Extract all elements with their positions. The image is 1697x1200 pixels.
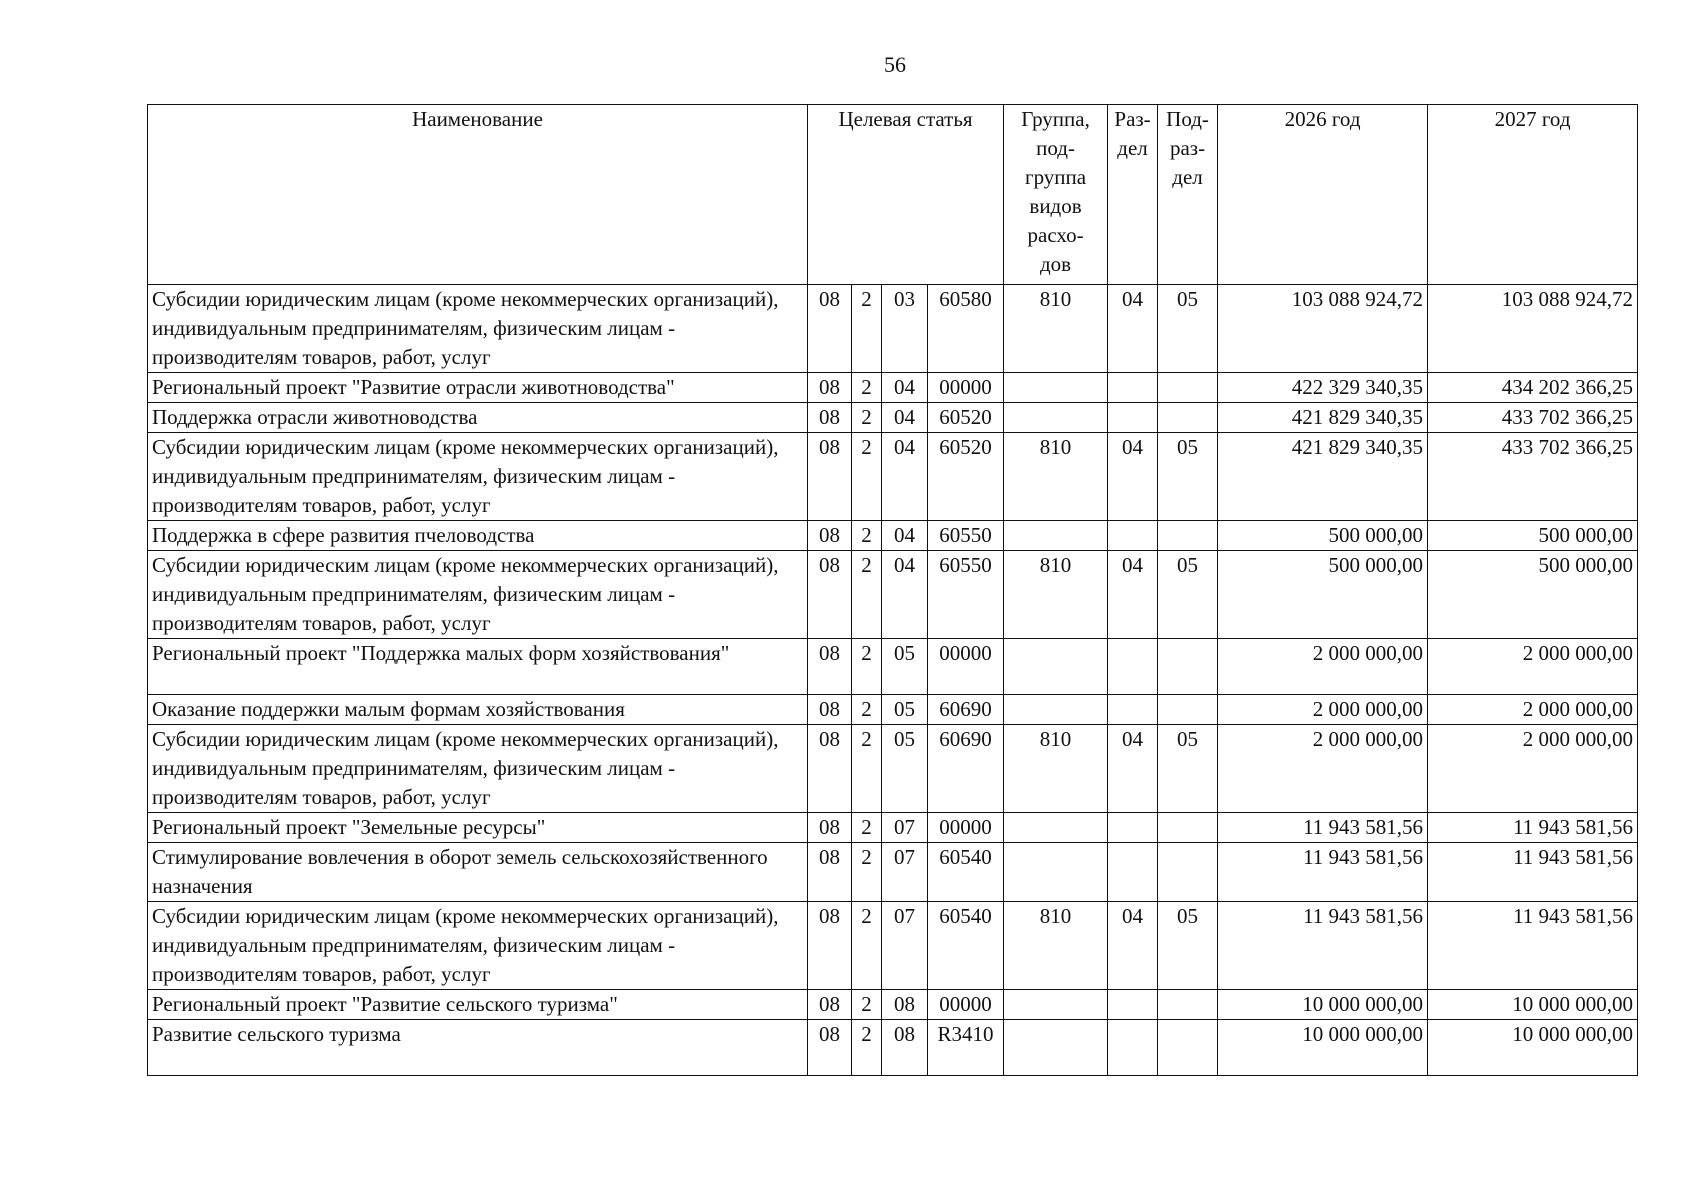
code-main-event: 08 (882, 990, 928, 1020)
section-code (1108, 373, 1158, 403)
header-line: под- (1036, 136, 1075, 160)
code-subprogram: 2 (852, 373, 882, 403)
amount-2026: 10 000 000,00 (1218, 1020, 1428, 1076)
code-program: 08 (808, 403, 852, 433)
group-code (1004, 373, 1108, 403)
row-name: Региональный проект "Поддержка малых форм хозяйствования" (148, 639, 808, 695)
section-code: 04 (1108, 551, 1158, 639)
code-main-event: 04 (882, 551, 928, 639)
amount-2026: 422 329 340,35 (1218, 373, 1428, 403)
table-row (148, 990, 1638, 1020)
table-body (148, 285, 1638, 1076)
amount-2027: 2 000 000,00 (1428, 725, 1638, 813)
section-code (1108, 1020, 1158, 1076)
table-row (148, 551, 1638, 639)
code-direction: 60520 (928, 403, 1004, 433)
code-program: 08 (808, 433, 852, 521)
amount-2027: 10 000 000,00 (1428, 990, 1638, 1020)
code-main-event: 04 (882, 373, 928, 403)
amount-2027: 434 202 366,25 (1428, 373, 1638, 403)
header-line: дел (1117, 136, 1148, 160)
header-line: расхо- (1027, 223, 1084, 247)
subsection-code: 05 (1158, 285, 1218, 373)
table-row (148, 813, 1638, 843)
amount-2026: 11 943 581,56 (1218, 843, 1428, 902)
amount-2027: 10 000 000,00 (1428, 1020, 1638, 1076)
group-code: 810 (1004, 433, 1108, 521)
header-line: видов (1029, 194, 1082, 218)
code-direction: 60690 (928, 725, 1004, 813)
code-subprogram: 2 (852, 433, 882, 521)
code-program: 08 (808, 990, 852, 1020)
subsection-code (1158, 521, 1218, 551)
group-code (1004, 1020, 1108, 1076)
group-code (1004, 521, 1108, 551)
code-direction: R3410 (928, 1020, 1004, 1076)
subsection-code: 05 (1158, 902, 1218, 990)
code-main-event: 04 (882, 433, 928, 521)
code-main-event: 04 (882, 521, 928, 551)
amount-2026: 11 943 581,56 (1218, 902, 1428, 990)
amount-2026: 11 943 581,56 (1218, 813, 1428, 843)
subsection-code: 05 (1158, 725, 1218, 813)
code-subprogram: 2 (852, 551, 882, 639)
code-direction: 60550 (928, 551, 1004, 639)
table-row (148, 1020, 1638, 1076)
amount-2026: 10 000 000,00 (1218, 990, 1428, 1020)
row-name: Поддержка отрасли животноводства (148, 403, 808, 433)
group-code: 810 (1004, 285, 1108, 373)
header-subsection (1158, 105, 1218, 285)
table-row (148, 433, 1638, 521)
code-subprogram: 2 (852, 902, 882, 990)
code-program: 08 (808, 551, 852, 639)
section-code: 04 (1108, 433, 1158, 521)
code-subprogram: 2 (852, 990, 882, 1020)
amount-2027: 103 088 924,72 (1428, 285, 1638, 373)
code-program: 08 (808, 639, 852, 695)
section-code (1108, 695, 1158, 725)
amount-2027: 11 943 581,56 (1428, 813, 1638, 843)
header-year-2026: 2026 год (1218, 105, 1428, 285)
amount-2026: 2 000 000,00 (1218, 725, 1428, 813)
header-line: Группа, (1021, 107, 1090, 131)
row-name: Развитие сельского туризма (148, 1020, 808, 1076)
code-subprogram: 2 (852, 521, 882, 551)
code-direction: 60540 (928, 902, 1004, 990)
code-program: 08 (808, 285, 852, 373)
code-program: 08 (808, 695, 852, 725)
table-row (148, 403, 1638, 433)
table-row (148, 639, 1638, 695)
amount-2026: 500 000,00 (1218, 551, 1428, 639)
table-row (148, 902, 1638, 990)
code-main-event: 05 (882, 639, 928, 695)
header-year-2027: 2027 год (1428, 105, 1638, 285)
row-name: Субсидии юридическим лицам (кроме некоммерческих организаций), индивидуальным предпринимателям, физическим лицам - производителям товаров, работ, услуг (148, 433, 808, 521)
section-code: 04 (1108, 285, 1158, 373)
row-name: Региональный проект "Земельные ресурсы" (148, 813, 808, 843)
subsection-code (1158, 403, 1218, 433)
section-code (1108, 403, 1158, 433)
amount-2027: 433 702 366,25 (1428, 403, 1638, 433)
header-line: дел (1172, 165, 1203, 189)
code-main-event: 07 (882, 902, 928, 990)
header-name: Наименование (148, 105, 808, 285)
code-subprogram: 2 (852, 403, 882, 433)
table-row (148, 725, 1638, 813)
code-program: 08 (808, 1020, 852, 1076)
table-header-row (148, 105, 1638, 285)
header-line: Под- (1166, 107, 1209, 131)
header-line: Раз- (1114, 107, 1151, 131)
section-code (1108, 521, 1158, 551)
section-code: 04 (1108, 902, 1158, 990)
header-line: раз- (1169, 136, 1206, 160)
code-subprogram: 2 (852, 813, 882, 843)
subsection-code (1158, 639, 1218, 695)
amount-2027: 500 000,00 (1428, 551, 1638, 639)
budget-table (147, 104, 1638, 1076)
group-code (1004, 639, 1108, 695)
header-target-article: Целевая статья (808, 105, 1004, 285)
code-subprogram: 2 (852, 639, 882, 695)
row-name: Оказание поддержки малым формам хозяйствования (148, 695, 808, 725)
row-name: Субсидии юридическим лицам (кроме некоммерческих организаций), индивидуальным предпринимателям, физическим лицам - производителям товаров, работ, услуг (148, 285, 808, 373)
amount-2026: 2 000 000,00 (1218, 639, 1428, 695)
table-row (148, 695, 1638, 725)
code-program: 08 (808, 843, 852, 902)
amount-2026: 500 000,00 (1218, 521, 1428, 551)
subsection-code (1158, 695, 1218, 725)
code-subprogram: 2 (852, 695, 882, 725)
section-code (1108, 639, 1158, 695)
code-main-event: 05 (882, 725, 928, 813)
header-line: группа (1024, 165, 1087, 189)
header-line: дов (1039, 252, 1072, 276)
code-direction: 00000 (928, 990, 1004, 1020)
page-number: 56 (884, 52, 906, 77)
row-name: Региональный проект "Развитие отрасли животноводства" (148, 373, 808, 403)
amount-2026: 2 000 000,00 (1218, 695, 1428, 725)
code-subprogram: 2 (852, 843, 882, 902)
code-main-event: 04 (882, 403, 928, 433)
group-code (1004, 843, 1108, 902)
code-main-event: 05 (882, 695, 928, 725)
amount-2027: 2 000 000,00 (1428, 639, 1638, 695)
code-subprogram: 2 (852, 1020, 882, 1076)
code-program: 08 (808, 902, 852, 990)
section-code (1108, 813, 1158, 843)
subsection-code: 05 (1158, 551, 1218, 639)
subsection-code: 05 (1158, 433, 1218, 521)
section-code: 04 (1108, 725, 1158, 813)
code-direction: 60580 (928, 285, 1004, 373)
header-group (1004, 105, 1108, 285)
header-section (1108, 105, 1158, 285)
group-code (1004, 990, 1108, 1020)
section-code (1108, 843, 1158, 902)
code-direction: 00000 (928, 813, 1004, 843)
code-subprogram: 2 (852, 285, 882, 373)
group-code: 810 (1004, 551, 1108, 639)
amount-2026: 421 829 340,35 (1218, 403, 1428, 433)
row-name: Региональный проект "Развитие сельского туризма" (148, 990, 808, 1020)
amount-2027: 500 000,00 (1428, 521, 1638, 551)
code-main-event: 03 (882, 285, 928, 373)
group-code (1004, 695, 1108, 725)
code-direction: 60690 (928, 695, 1004, 725)
amount-2026: 103 088 924,72 (1218, 285, 1428, 373)
row-name: Поддержка в сфере развития пчеловодства (148, 521, 808, 551)
table-row (148, 285, 1638, 373)
subsection-code (1158, 843, 1218, 902)
table-row (148, 521, 1638, 551)
code-main-event: 07 (882, 813, 928, 843)
table-row (148, 843, 1638, 902)
code-program: 08 (808, 725, 852, 813)
row-name: Стимулирование вовлечения в оборот земель сельскохозяйственного назначения (148, 843, 808, 902)
code-direction: 60550 (928, 521, 1004, 551)
amount-2027: 11 943 581,56 (1428, 902, 1638, 990)
subsection-code (1158, 373, 1218, 403)
row-name: Субсидии юридическим лицам (кроме некоммерческих организаций), индивидуальным предпринимателям, физическим лицам - производителям товаров, работ, услуг (148, 902, 808, 990)
amount-2027: 433 702 366,25 (1428, 433, 1638, 521)
amount-2027: 2 000 000,00 (1428, 695, 1638, 725)
amount-2026: 421 829 340,35 (1218, 433, 1428, 521)
code-main-event: 08 (882, 1020, 928, 1076)
group-code: 810 (1004, 902, 1108, 990)
code-main-event: 07 (882, 843, 928, 902)
code-direction: 60540 (928, 843, 1004, 902)
amount-2027: 11 943 581,56 (1428, 843, 1638, 902)
code-program: 08 (808, 521, 852, 551)
subsection-code (1158, 813, 1218, 843)
code-direction: 00000 (928, 639, 1004, 695)
section-code (1108, 990, 1158, 1020)
subsection-code (1158, 990, 1218, 1020)
subsection-code (1158, 1020, 1218, 1076)
code-direction: 00000 (928, 373, 1004, 403)
code-program: 08 (808, 373, 852, 403)
row-name: Субсидии юридическим лицам (кроме некоммерческих организаций), индивидуальным предпринимателям, физическим лицам - производителям товаров, работ, услуг (148, 725, 808, 813)
group-code (1004, 403, 1108, 433)
row-name: Субсидии юридическим лицам (кроме некоммерческих организаций), индивидуальным предпринимателям, физическим лицам - производителям товаров, работ, услуг (148, 551, 808, 639)
table-row (148, 373, 1638, 403)
code-subprogram: 2 (852, 725, 882, 813)
code-direction: 60520 (928, 433, 1004, 521)
code-program: 08 (808, 813, 852, 843)
group-code: 810 (1004, 725, 1108, 813)
group-code (1004, 813, 1108, 843)
